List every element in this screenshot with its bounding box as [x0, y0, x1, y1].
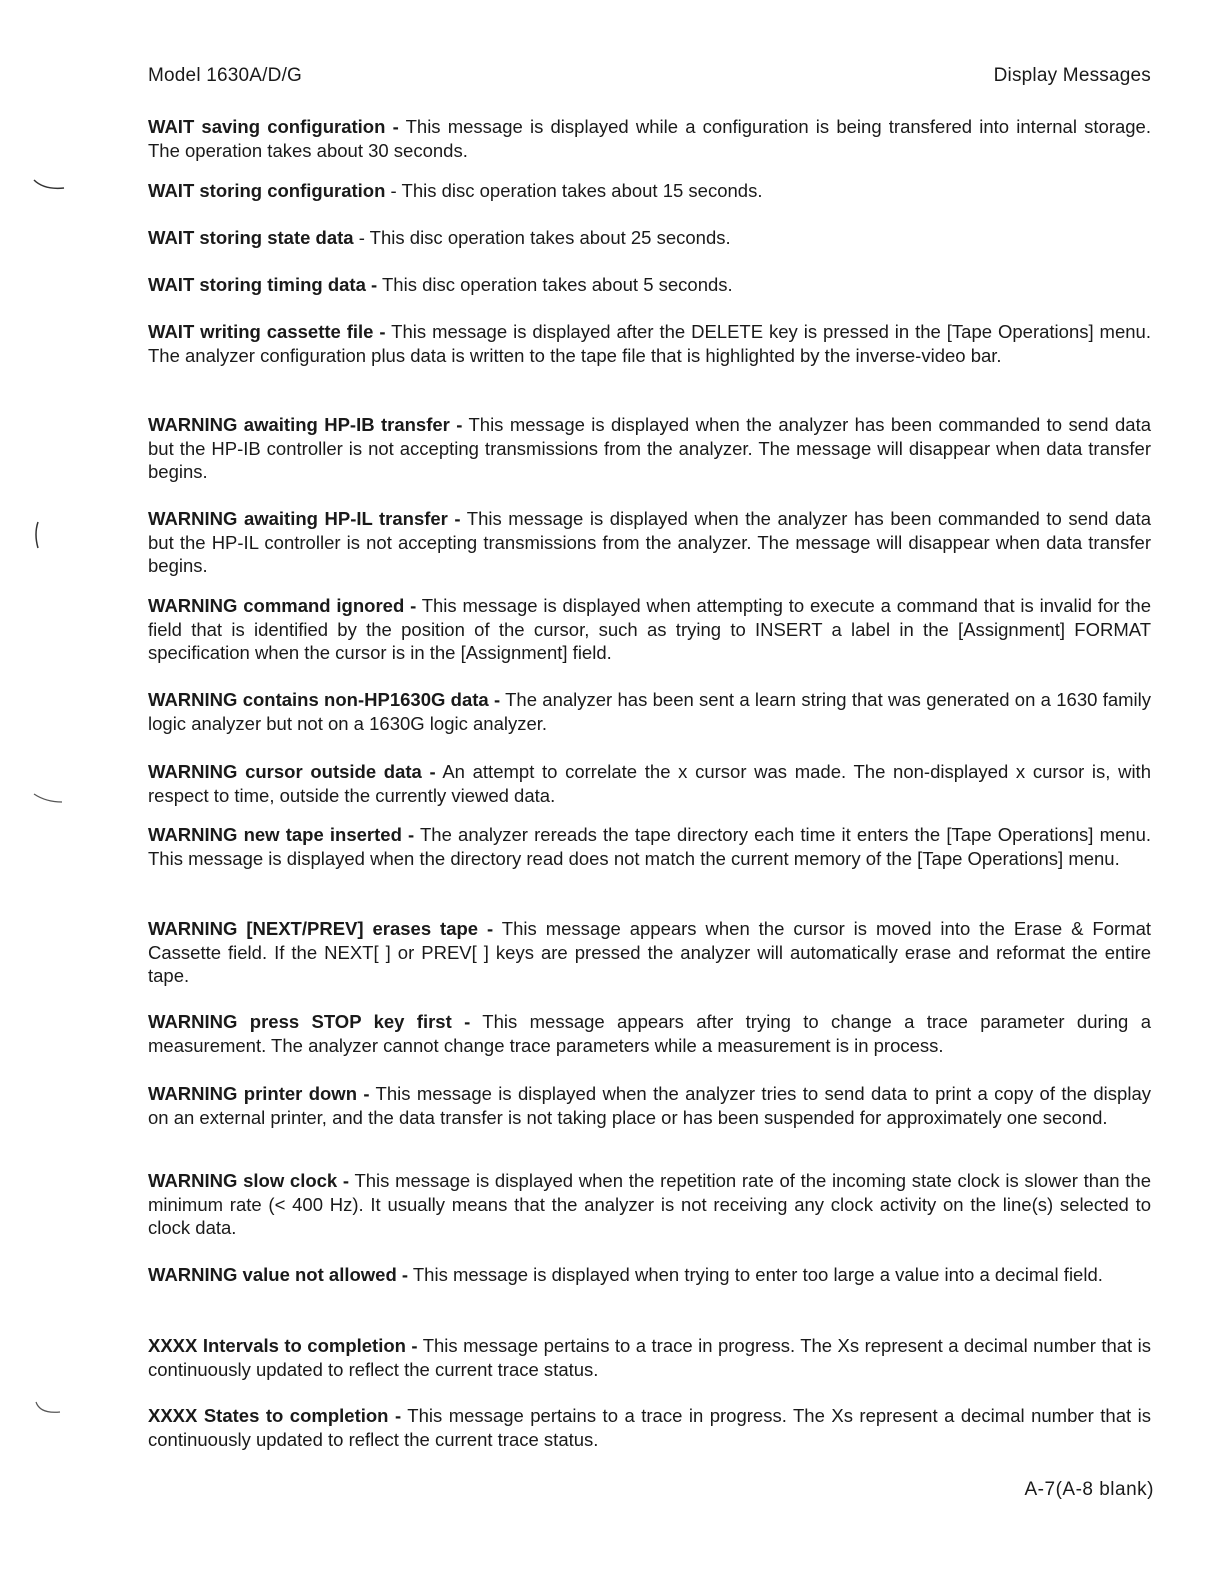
- margin-mark: [30, 520, 50, 550]
- message-term: XXXX Intervals to completion -: [148, 1335, 418, 1356]
- message-term: WAIT saving configuration -: [148, 116, 399, 137]
- message-entry: [148, 1010, 1151, 1057]
- message-description: This disc operation takes about 5 seconds.: [377, 274, 733, 295]
- message-description: An attempt to correlate the x cursor was made. The non-displayed x cursor is, with respect to time, outside the currently viewed data.: [148, 761, 1151, 806]
- message-term: WARNING new tape inserted -: [148, 824, 415, 845]
- message-entry: [148, 1263, 1151, 1287]
- message-entry: [148, 273, 1151, 297]
- message-description: This message appears when the cursor is moved into the Erase & Format Cassette field. If the NEXT[ ] or PREV[ ] keys are pressed the analyzer will automatically erase and reformat the entire tape.: [148, 918, 1151, 986]
- message-description: This message is displayed when the repetition rate of the incoming state clock is slower than the minimum rate (< 400 Hz). It usually means that the analyzer is not receiving any clock activity on the line(s) selected to clock data.: [148, 1170, 1152, 1238]
- message-description: - This disc operation takes about 15 seconds.: [385, 180, 763, 201]
- message-entry: [148, 320, 1151, 367]
- message-term: WAIT storing configuration: [148, 180, 386, 201]
- message-description: This message is displayed after the DELETE key is pressed in the [Tape Operations] menu. The analyzer configuration plus data is written to the tape file that is highlighted by the inverse-video bar.: [148, 321, 1151, 366]
- message-description: This message is displayed while a configuration is being transfered into internal storage. The operation takes about 30 seconds.: [148, 116, 1151, 161]
- message-description: The analyzer has been sent a learn string that was generated on a 1630 family logic analyzer but not on a 1630G logic analyzer.: [148, 689, 1152, 734]
- message-term: WARNING awaiting HP-IL transfer -: [148, 508, 461, 529]
- message-term: WARNING command ignored -: [148, 595, 417, 616]
- message-description: This message is displayed when trying to enter too large a value into a decimal field.: [408, 1264, 1103, 1285]
- message-term: WARNING cursor outside data -: [148, 761, 436, 782]
- message-term: WARNING press STOP key first -: [148, 1011, 471, 1032]
- message-term: XXXX States to completion -: [148, 1405, 402, 1426]
- page-number: A-7(A-8 blank): [1024, 1479, 1154, 1500]
- header-section-title: Display Messages: [993, 65, 1151, 86]
- message-entry: [148, 179, 1151, 203]
- message-entry: [148, 507, 1151, 578]
- message-entry: [148, 594, 1151, 665]
- message-entry: [148, 115, 1151, 162]
- margin-mark: [30, 1400, 70, 1420]
- margin-mark: [30, 178, 70, 194]
- message-term: WAIT storing state data: [148, 227, 354, 248]
- message-description: This message pertains to a trace in progress. The Xs represent a decimal number that is continuously updated to reflect the current trace status.: [148, 1335, 1151, 1380]
- message-entry: [148, 760, 1151, 807]
- message-entry: [148, 1082, 1151, 1129]
- message-entry: [148, 1334, 1151, 1381]
- message-entry: [148, 688, 1151, 735]
- message-entry: [148, 1404, 1151, 1451]
- message-description: The analyzer rereads the tape directory each time it enters the [Tape Operations] menu. This message is displayed when the directory read does not match the current memory of the [Tape Operations] menu.: [148, 824, 1151, 869]
- message-entry: [148, 1169, 1151, 1240]
- message-description: This message is displayed when the analyzer has been commanded to send data but the HP-IL controller is not accepting transmissions from the analyzer. The message will disappear when data transfer begins.: [148, 508, 1152, 576]
- message-term: WARNING [NEXT/PREV] erases tape -: [148, 918, 494, 939]
- margin-mark: [30, 790, 70, 806]
- header-model: Model 1630A/D/G: [148, 65, 303, 86]
- message-description: This message pertains to a trace in progress. The Xs represent a decimal number that is continuously updated to reflect the current trace status.: [148, 1405, 1151, 1450]
- message-term: WARNING contains non-HP1630G data -: [148, 689, 501, 710]
- message-entry: [148, 226, 1151, 250]
- message-entry: [148, 917, 1151, 988]
- message-entry: [148, 413, 1151, 484]
- message-term: WAIT storing timing data -: [148, 274, 378, 295]
- message-entry: [148, 823, 1151, 870]
- message-term: WARNING value not allowed -: [148, 1264, 409, 1285]
- message-description: This message is displayed when the analyzer tries to send data to print a copy of the display on an external printer, and the data transfer is not taking place or has been suspended for approximately one second.: [148, 1083, 1151, 1128]
- message-term: WARNING slow clock -: [148, 1170, 350, 1191]
- message-description: This message is displayed when attempting to execute a command that is invalid for the field that is identified by the position of the cursor, such as trying to INSERT a label in the [Assignment] FORMAT specification when the cursor is in the [Assignment] field.: [148, 595, 1151, 663]
- message-description: This message appears after trying to change a trace parameter during a measurement. The analyzer cannot change trace parameters while a measurement is in process.: [148, 1011, 1152, 1056]
- message-term: WARNING awaiting HP-IB transfer -: [148, 414, 463, 435]
- message-term: WARNING printer down -: [148, 1083, 370, 1104]
- message-term: WAIT writing cassette file -: [148, 321, 386, 342]
- message-description: This message is displayed when the analyzer has been commanded to send data but the HP-IB controller is not accepting transmissions from the analyzer. The message will disappear when data transfer begins.: [148, 414, 1152, 482]
- message-description: - This disc operation takes about 25 seconds.: [353, 227, 731, 248]
